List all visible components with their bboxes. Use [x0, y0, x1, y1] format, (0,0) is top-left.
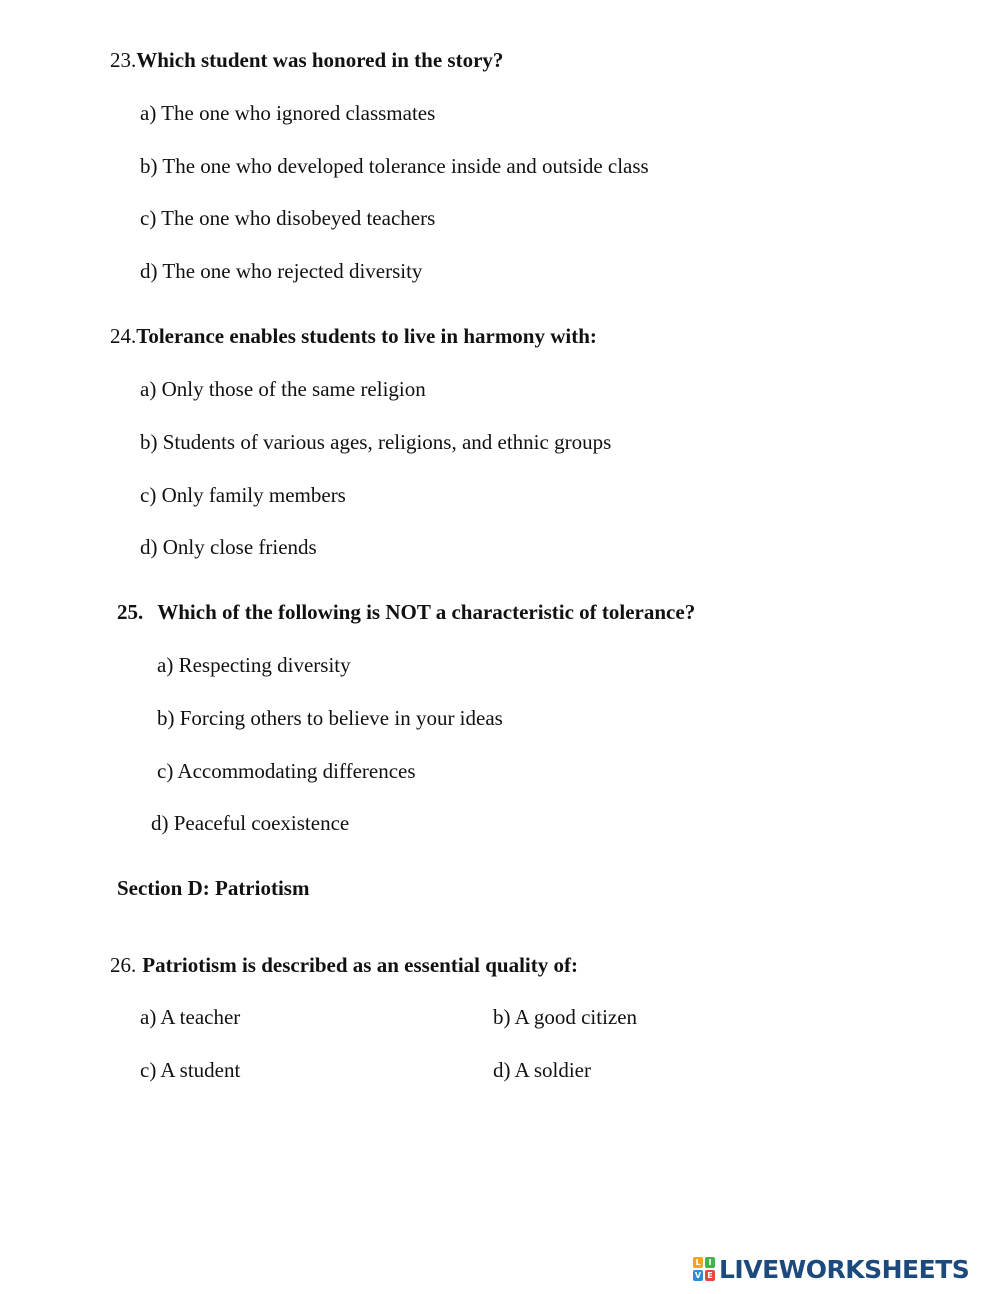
q26-option-a: a) A teacher: [140, 1005, 241, 1029]
section-d-heading: Section D: Patriotism: [117, 876, 310, 900]
q25-option-a: a) Respecting diversity: [157, 653, 351, 677]
question-26-number: 26.: [110, 953, 137, 977]
question-25-number: 25.: [117, 600, 144, 624]
question-24: [110, 324, 597, 348]
q25-option-d: d) Peaceful coexistence: [151, 811, 350, 835]
q23-option-b: b) The one who developed tolerance inside and outside class: [140, 154, 649, 178]
question-24-text: Tolerance enables students to live in harmony with:: [136, 324, 597, 348]
liveworksheets-logo-icon: [693, 1257, 715, 1281]
question-24-number: 24.: [110, 324, 137, 348]
logo-tile: V: [694, 1271, 702, 1280]
q24-option-d: d) Only close friends: [140, 535, 317, 559]
q24-option-b: b) Students of various ages, religions, and ethnic groups: [140, 430, 612, 454]
question-25-text: Which of the following is NOT a characteristic of tolerance?: [157, 600, 696, 624]
q25-option-c: c) Accommodating differences: [157, 759, 416, 783]
logo-tile: I: [705, 1257, 715, 1268]
q23-option-c: c) The one who disobeyed teachers: [140, 206, 436, 230]
question-23-number: 23.: [110, 48, 137, 72]
q23-option-d: d) The one who rejected diversity: [140, 259, 423, 283]
logo-tile: L: [693, 1257, 703, 1268]
q26-option-b: b) A good citizen: [493, 1005, 638, 1029]
question-25: [117, 600, 695, 624]
question-23-text: Which student was honored in the story?: [136, 48, 504, 72]
q24-option-a: a) Only those of the same religion: [140, 377, 426, 401]
question-26: [110, 953, 578, 977]
q24-option-c: c) Only family members: [140, 483, 346, 507]
logo-tile: E: [705, 1270, 715, 1281]
q23-option-a: a) The one who ignored classmates: [140, 101, 436, 125]
q26-option-d: d) A soldier: [493, 1058, 591, 1082]
question-26-text: Patriotism is described as an essential quality of:: [142, 953, 578, 977]
liveworksheets-logo[interactable]: [693, 1253, 969, 1285]
question-23: [110, 48, 503, 72]
liveworksheets-logo-text: LIVEWORKSHEETS: [719, 1254, 970, 1284]
q25-option-b: b) Forcing others to believe in your ideas: [157, 706, 503, 730]
q26-option-c: c) A student: [140, 1058, 241, 1082]
